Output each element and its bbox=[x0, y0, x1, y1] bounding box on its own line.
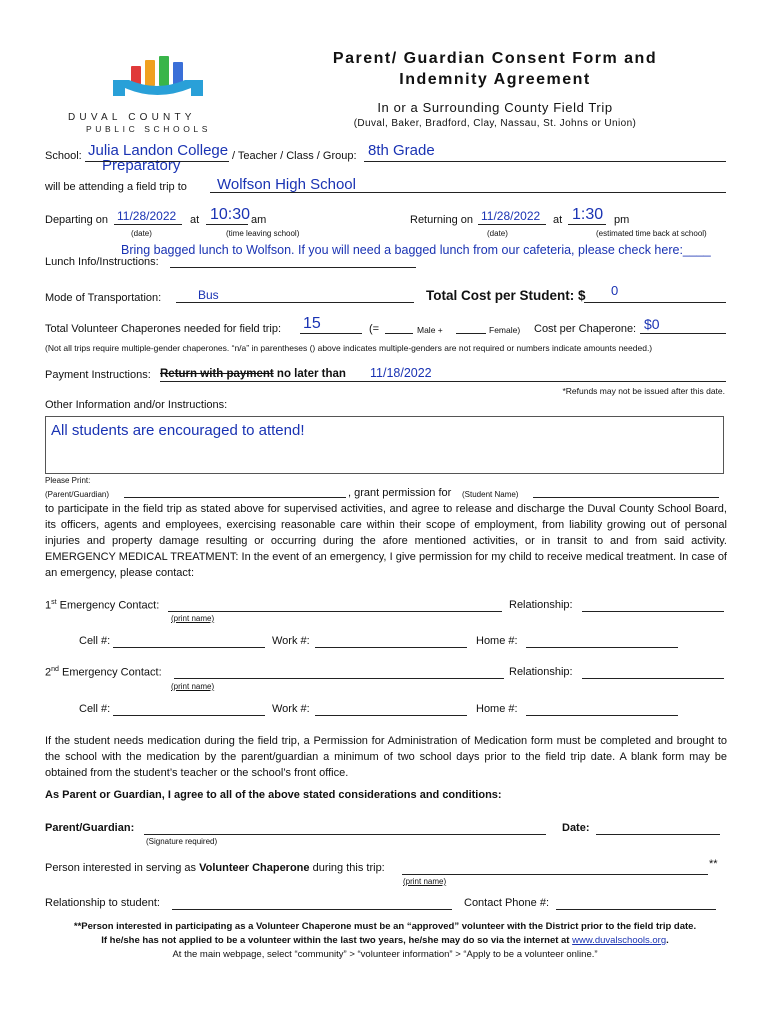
logo-bar-orange bbox=[145, 60, 155, 86]
cost-per-chaperone-line bbox=[640, 333, 726, 334]
volunteer-phone-label: Contact Phone #: bbox=[464, 897, 550, 909]
duvalschools-link[interactable]: www.duvalschools.org bbox=[572, 935, 667, 946]
school-line bbox=[85, 161, 229, 162]
payment-line bbox=[160, 381, 726, 382]
emergency1-name-line bbox=[168, 611, 502, 612]
female-line bbox=[456, 333, 486, 334]
emergency2-relationship: Relationship: bbox=[509, 666, 573, 678]
footer-line2-post: . bbox=[666, 935, 669, 946]
volunteer-line bbox=[45, 862, 385, 874]
volunteer-post: during this trip: bbox=[312, 862, 385, 874]
returning-time-hint: (estimated time back at school) bbox=[596, 229, 707, 238]
school-label: School: bbox=[45, 150, 82, 162]
volunteer-relationship-label: Relationship to student: bbox=[45, 897, 160, 909]
volunteer-relationship-line[interactable] bbox=[172, 909, 452, 910]
emergency1-hint: (print name) bbox=[171, 614, 215, 623]
departing-date[interactable]: 11/28/2022 bbox=[117, 209, 177, 223]
footer-line3: At the main webpage, select “community” > “volunteer information” > “Apply to be a volunteer online.” bbox=[172, 949, 598, 960]
lunch-label: Lunch Info/Instructions: bbox=[45, 256, 159, 268]
cost-per-chaperone-label: Cost per Chaperone: bbox=[534, 323, 637, 335]
emergency2-label: 2nd Emergency Contact: bbox=[45, 666, 162, 679]
volunteer-bold: Volunteer Chaperone bbox=[199, 862, 310, 874]
emergency1-cell: Cell #: bbox=[79, 635, 111, 647]
returning-date-hint: (date) bbox=[487, 229, 508, 238]
signature-hint: (Signature required) bbox=[146, 837, 218, 846]
departing-time[interactable]: 10:30 bbox=[210, 206, 251, 223]
group-label: / Teacher / Class / Group: bbox=[232, 150, 357, 162]
logo-arch bbox=[113, 80, 203, 96]
emergency1-relationship-line bbox=[582, 611, 724, 612]
payment-rest-text: no later than bbox=[273, 368, 346, 380]
emergency2-home: Home #: bbox=[476, 703, 518, 715]
signature-label: Parent/Guardian: bbox=[45, 822, 135, 834]
departing-ampm: am bbox=[251, 214, 267, 226]
departing-label: Departing on bbox=[45, 214, 108, 226]
departing-at: at bbox=[190, 214, 200, 226]
date-line[interactable] bbox=[596, 834, 720, 835]
volunteer-phone-line[interactable] bbox=[556, 909, 716, 910]
form-subtitle: In or a Surrounding County Field Trip bbox=[377, 100, 613, 115]
gender-note: (Not all trips require multiple-gender chaperones. “n/a” in parentheses () above indicates multiple-genders are not required or numbers indicate amounts needed.) bbox=[45, 343, 653, 353]
payment-label: Payment Instructions: bbox=[45, 369, 151, 381]
emergency1-relationship: Relationship: bbox=[509, 599, 573, 611]
chaperones-label: Total Volunteer Chaperones needed for field trip: bbox=[45, 323, 282, 335]
form-title-line2: Indemnity Agreement bbox=[399, 71, 591, 88]
lunch-line bbox=[170, 267, 416, 268]
emergency2-cell-line bbox=[113, 715, 265, 716]
chaperones-eq: (= bbox=[369, 323, 380, 335]
returning-time[interactable]: 1:30 bbox=[572, 206, 604, 223]
date-label: Date: bbox=[562, 822, 590, 834]
emergency2-work: Work #: bbox=[272, 703, 310, 715]
payment-strike-text: Return with payment bbox=[160, 368, 274, 380]
other-info-label: Other Information and/or Instructions: bbox=[45, 399, 228, 411]
footer-line2-pre: If he/she has not applied to be a volunteer within the last two years, he/she may do so via the internet at bbox=[101, 935, 570, 946]
cost-per-student-label: Total Cost per Student: $ bbox=[426, 288, 586, 303]
transport-value[interactable]: Bus bbox=[198, 288, 219, 302]
departing-time-line bbox=[206, 224, 248, 225]
parent-name-line bbox=[124, 497, 346, 498]
logo-graphic bbox=[95, 52, 250, 110]
parent-hint: (Parent/Guardian) bbox=[45, 490, 110, 499]
footer-line2 bbox=[0, 935, 770, 946]
emergency2-relationship-line bbox=[582, 678, 724, 679]
payment-date[interactable]: 11/18/2022 bbox=[370, 366, 432, 380]
footer-line1: **Person interested in participating as a Volunteer Chaperone must be an “approved” volunteer with the District prior to the field trip date. bbox=[73, 921, 697, 932]
volunteer-hint: (print name) bbox=[403, 877, 447, 886]
school-value-line2[interactable]: Preparatory bbox=[102, 157, 181, 174]
trip-destination[interactable]: Wolfson High School bbox=[217, 176, 356, 193]
permission-body: to participate in the field trip as stated above for supervised activities, and agree to release and discharge the Duval County School Board, its officers, agents and employees, exercising reasonable care within their scope of employment, from liability growing out of personal injuries and property damage resulting or occurring during the afore mentioned activities, or in transit to and from said activity. EMERGENCY MEDICAL TREATMENT: In the event of an emergency, I give permission for my child to receive medical treatment. In case of an emergency, please contact: bbox=[45, 503, 727, 579]
counties-list: (Duval, Baker, Bradford, Clay, Nassau, St. Johns or Union) bbox=[353, 118, 637, 129]
other-info-value: All students are encouraged to attend! bbox=[51, 422, 305, 439]
student-name-line bbox=[533, 497, 719, 498]
cost-per-student-line bbox=[584, 302, 726, 303]
returning-at: at bbox=[553, 214, 563, 226]
logo-line2: PUBLIC SCHOOLS bbox=[86, 124, 212, 134]
departing-date-hint: (date) bbox=[131, 229, 152, 238]
refund-note: *Refunds may not be issued after this date. bbox=[562, 386, 725, 396]
transport-line bbox=[176, 302, 414, 303]
group-value[interactable]: 8th Grade bbox=[368, 142, 435, 159]
female-label: Female) bbox=[489, 325, 521, 335]
volunteer-pre: Person interested in serving as bbox=[45, 862, 197, 874]
school-value-line1[interactable]: Julia Landon College bbox=[88, 142, 229, 159]
returning-ampm: pm bbox=[614, 214, 630, 226]
medication-paragraph: If the student needs medication during the field trip, a Permission for Administration of Medication form must be completed and brought to the school with the medication by the parent/guardian a minimum of two school days prior to the field trip date. A blank form may be obtained from the student’s teacher or the school’s front office. bbox=[45, 735, 727, 779]
emergency1-work-line bbox=[315, 647, 467, 648]
logo-line1: DUVAL COUNTY bbox=[68, 112, 196, 123]
volunteer-name-line[interactable] bbox=[402, 874, 708, 875]
chaperones-line bbox=[300, 333, 362, 334]
please-print-label: Please Print: bbox=[45, 476, 91, 485]
departing-date-line bbox=[114, 224, 182, 225]
emergency2-cell: Cell #: bbox=[79, 703, 111, 715]
trip-label: will be attending a field trip to bbox=[45, 181, 187, 193]
transport-label: Mode of Transportation: bbox=[45, 292, 162, 304]
student-hint: (Student Name) bbox=[462, 490, 519, 499]
agree-statement: As Parent or Guardian, I agree to all of the above stated considerations and conditions: bbox=[45, 789, 502, 801]
trip-line bbox=[210, 192, 726, 193]
group-line bbox=[364, 161, 726, 162]
returning-date[interactable]: 11/28/2022 bbox=[481, 209, 541, 223]
form-title-line1: Parent/ Guardian Consent Form and bbox=[332, 50, 658, 67]
emergency1-work: Work #: bbox=[272, 635, 310, 647]
departing-time-hint: (time leaving school) bbox=[226, 229, 300, 238]
returning-date-line bbox=[478, 224, 546, 225]
emergency2-hint: (print name) bbox=[171, 682, 215, 691]
other-info-box[interactable] bbox=[45, 416, 724, 474]
emergency1-home-line bbox=[526, 647, 678, 648]
payment-instructions bbox=[160, 368, 346, 380]
emergency1-home: Home #: bbox=[476, 635, 518, 647]
emergency2-work-line bbox=[315, 715, 467, 716]
emergency1-label: 1st Emergency Contact: bbox=[45, 599, 160, 612]
volunteer-stars: ** bbox=[709, 858, 718, 870]
returning-time-line bbox=[568, 224, 606, 225]
male-line bbox=[385, 333, 413, 334]
logo-bar-green bbox=[159, 56, 169, 86]
chaperones-value[interactable]: 15 bbox=[303, 315, 321, 332]
male-label: Male + bbox=[417, 325, 443, 335]
emergency2-name-line bbox=[174, 678, 504, 679]
cost-per-student-value[interactable]: 0 bbox=[611, 283, 619, 298]
emergency2-home-line bbox=[526, 715, 678, 716]
cost-per-chaperone-value[interactable]: $0 bbox=[644, 316, 660, 332]
grant-text: , grant permission for bbox=[348, 487, 452, 499]
returning-label: Returning on bbox=[410, 214, 473, 226]
signature-line[interactable] bbox=[144, 834, 546, 835]
emergency1-cell-line bbox=[113, 647, 265, 648]
lunch-value[interactable]: Bring bagged lunch to Wolfson. If you will need a bagged lunch from our cafeteria, please check here:____ bbox=[121, 243, 711, 257]
